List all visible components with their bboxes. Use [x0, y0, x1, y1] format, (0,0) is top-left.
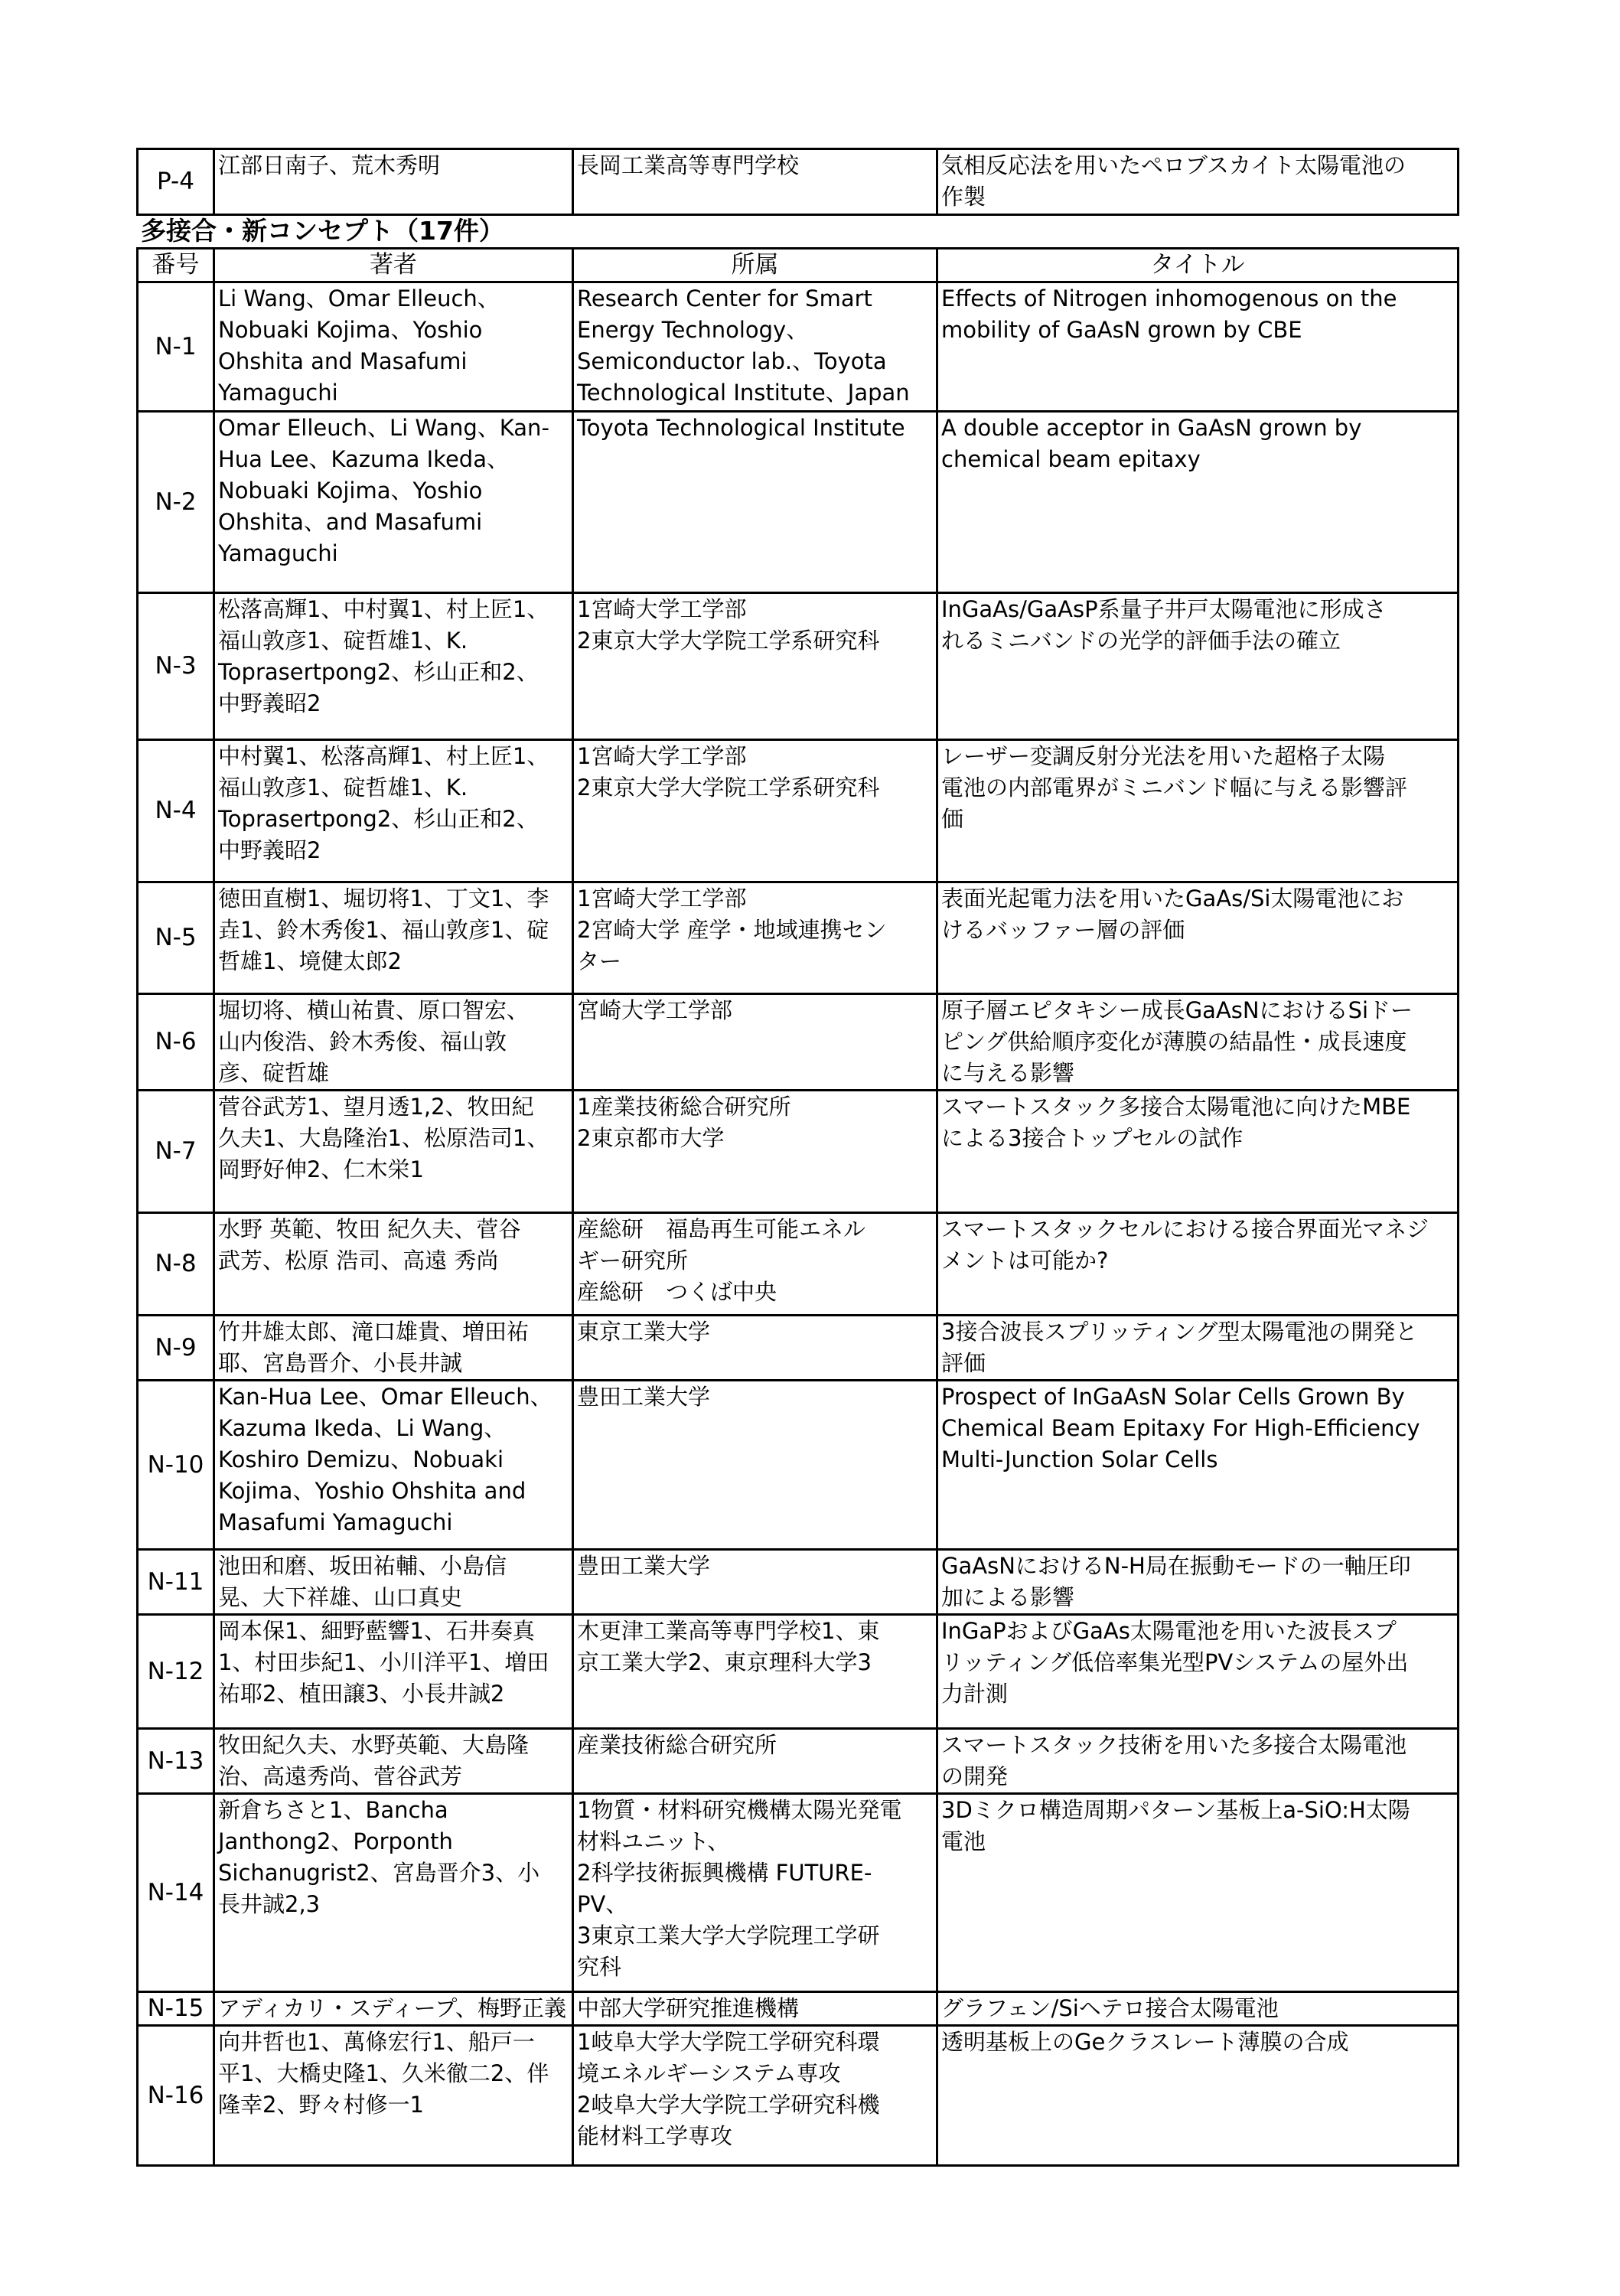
cell-line: 晃、大下祥雄、山口真史	[218, 1584, 463, 1610]
cell-line: InGaPおよびGaAs太陽電池を用いた波長スプ	[941, 1618, 1397, 1644]
cell-line: 評価	[941, 1350, 986, 1376]
cell-line: 透明基板上のGeクラスレート薄膜の合成	[941, 2029, 1349, 2055]
cell-line: 菅谷武芳1、望月透1,2、牧田紀	[218, 1094, 534, 1120]
cell-line: Omar Elleuch、Li Wang、Kan-	[218, 415, 549, 441]
cell-line: Semiconductor lab.、Toyota	[577, 348, 887, 374]
cell-line: chemical beam epitaxy	[941, 446, 1201, 472]
table-row	[138, 1992, 1459, 2026]
cell-line: 2東京大学大学院工学系研究科	[577, 775, 880, 801]
paper-number: N-8	[138, 1213, 214, 1316]
cell-line: 3接合波長スプリッティング型太陽電池の開発と	[941, 1319, 1418, 1345]
title-cell	[937, 593, 1459, 740]
cell-line: Research Center for Smart	[577, 285, 872, 311]
title-cell	[937, 1992, 1459, 2026]
cell-line: 価	[941, 806, 964, 832]
authors-cell	[214, 2026, 573, 2166]
title-cell	[937, 882, 1459, 994]
affiliation-cell	[573, 2026, 937, 2166]
cell-line: 隆幸2、野々村修一1	[218, 2092, 424, 2118]
paper-number: N-16	[138, 2026, 214, 2166]
authors-cell	[214, 882, 573, 994]
table-row	[138, 1316, 1459, 1381]
paper-number: N-4	[138, 740, 214, 882]
cell-line: 池田和磨、坂田祐輔、小島信	[218, 1553, 507, 1579]
cell-line: Energy Technology、	[577, 317, 809, 343]
authors-cell	[214, 740, 573, 882]
title-cell	[937, 412, 1459, 593]
paper-number: P-4	[138, 149, 214, 215]
cell-line: 中部大学研究推進機構	[577, 1995, 800, 2021]
cell-line: 原子層エピタキシー成長GaAsNにおけるSiドー	[941, 997, 1413, 1023]
affiliation-cell	[573, 1316, 937, 1381]
cell-line: Koshiro Demizu、Nobuaki	[218, 1446, 504, 1473]
cell-line: Kojima、Yoshio Ohshita and	[218, 1478, 526, 1504]
authors-cell	[214, 1729, 573, 1794]
cell-line: Kan-Hua Lee、Omar Elleuch、	[218, 1384, 552, 1410]
header-title: タイトル	[937, 249, 1459, 282]
cell-line: 江部日南子、荒木秀明	[218, 152, 441, 178]
cell-line: Yamaguchi	[218, 380, 338, 406]
previous-section-table	[136, 148, 1459, 216]
affiliation-cell	[573, 1992, 937, 2026]
paper-number: N-10	[138, 1381, 214, 1550]
title-cell	[937, 994, 1459, 1091]
cell-line: A double acceptor in GaAsN grown by	[941, 415, 1362, 441]
title-cell	[937, 1213, 1459, 1316]
authors-cell	[214, 1091, 573, 1213]
cell-line: の開発	[941, 1763, 1009, 1789]
cell-line: 京工業大学2、東京理科大学3	[577, 1649, 872, 1675]
authors-cell	[214, 412, 573, 593]
affiliation-cell	[573, 1615, 937, 1729]
cell-line: 岡野好伸2、仁木栄1	[218, 1156, 424, 1182]
cell-line: 2岐阜大学大学院工学研究科機	[577, 2092, 880, 2118]
cell-line: 1宮崎大学工学部	[577, 885, 747, 912]
table-row	[138, 1091, 1459, 1213]
authors-cell	[214, 1213, 573, 1316]
cell-line: InGaAs/GaAsP系量子井戸太陽電池に形成さ	[941, 596, 1387, 622]
cell-line: グラフェン/Siヘテロ接合太陽電池	[941, 1995, 1279, 2021]
affiliation-cell	[573, 740, 937, 882]
authors-cell	[214, 1794, 573, 1992]
cell-line: Multi-Junction Solar Cells	[941, 1446, 1218, 1473]
cell-line: 2東京都市大学	[577, 1125, 725, 1151]
table-row	[138, 412, 1459, 593]
cell-line: ター	[577, 948, 622, 974]
authors-cell	[214, 149, 573, 215]
cell-line: 竹井雄太郎、滝口雄貴、増田祐	[218, 1319, 530, 1345]
table-row	[138, 882, 1459, 994]
cell-line: 作製	[941, 184, 986, 210]
cell-line: 豊田工業大学	[577, 1384, 711, 1410]
cell-line: 東京工業大学	[577, 1319, 711, 1345]
cell-line: Ohshita and Masafumi	[218, 348, 468, 374]
cell-line: Chemical Beam Epitaxy For High-Efficiency	[941, 1415, 1420, 1441]
header-number: 番号	[138, 249, 214, 282]
affiliation-cell	[573, 282, 937, 412]
cell-line: に与える影響	[941, 1060, 1075, 1086]
cell-line: 岡本保1、細野藍響1、石井奏真	[218, 1618, 535, 1644]
cell-line: スマートスタックセルにおける接合界面光マネジ	[941, 1216, 1429, 1242]
affiliation-cell	[573, 593, 937, 740]
cell-line: による3接合トップセルの試作	[941, 1125, 1244, 1151]
title-cell	[937, 282, 1459, 412]
table-row	[138, 2026, 1459, 2166]
cell-line: 1岐阜大学大学院工学研究科環	[577, 2029, 880, 2055]
cell-line: 中野義昭2	[218, 837, 321, 863]
cell-line: 福山敦彦1、碇哲雄1、K.	[218, 628, 468, 654]
title-cell	[937, 1615, 1459, 1729]
paper-number: N-12	[138, 1615, 214, 1729]
cell-line: PV、	[577, 1891, 628, 1917]
paper-number: N-11	[138, 1550, 214, 1615]
table-row	[138, 1550, 1459, 1615]
cell-line: 長岡工業高等専門学校	[577, 152, 800, 178]
table-row	[138, 149, 1459, 215]
cell-line: スマートスタック多接合太陽電池に向けたMBE	[941, 1094, 1411, 1120]
cell-line: 2科学技術振興機構 FUTURE-	[577, 1860, 872, 1886]
affiliation-cell	[573, 1729, 937, 1794]
table-row	[138, 593, 1459, 740]
cell-line: 産総研 つくば中央	[577, 1279, 777, 1305]
cell-line: Masafumi Yamaguchi	[218, 1509, 453, 1535]
authors-cell	[214, 1992, 573, 2026]
authors-cell	[214, 1316, 573, 1381]
title-cell	[937, 1794, 1459, 1992]
affiliation-cell	[573, 1213, 937, 1316]
paper-number: N-3	[138, 593, 214, 740]
authors-cell	[214, 593, 573, 740]
cell-line: Nobuaki Kojima、Yoshio	[218, 317, 483, 343]
cell-line: 表面光起電力法を用いたGaAs/Si太陽電池にお	[941, 885, 1404, 912]
cell-line: Effects of Nitrogen inhomogenous on the	[941, 285, 1397, 311]
authors-cell	[214, 1615, 573, 1729]
title-cell	[937, 1381, 1459, 1550]
cell-line: Kazuma Ikeda、Li Wang、	[218, 1415, 507, 1441]
cell-line: 久夫1、大島隆治1、松原浩司1、	[218, 1125, 549, 1151]
paper-number: N-7	[138, 1091, 214, 1213]
cell-line: 1物質・材料研究機構太陽光発電	[577, 1797, 902, 1823]
authors-cell	[214, 1550, 573, 1615]
paper-number: N-5	[138, 882, 214, 994]
paper-number: N-13	[138, 1729, 214, 1794]
affiliation-cell	[573, 1381, 937, 1550]
affiliation-cell	[573, 1091, 937, 1213]
header-affiliation: 所属	[573, 249, 937, 282]
cell-line: けるバッファー層の評価	[941, 917, 1185, 943]
paper-number: N-14	[138, 1794, 214, 1992]
paper-number: N-15	[138, 1992, 214, 2026]
cell-line: Toprasertpong2、杉山正和2、	[218, 659, 539, 685]
table-row	[138, 282, 1459, 412]
table-row	[138, 1615, 1459, 1729]
cell-line: メントは可能か?	[941, 1247, 1109, 1274]
cell-line: Toprasertpong2、杉山正和2、	[218, 806, 539, 832]
paper-number: N-2	[138, 412, 214, 593]
cell-line: 産業技術総合研究所	[577, 1732, 777, 1758]
cell-line: ピング供給順序変化が薄膜の結晶性・成長速度	[941, 1029, 1407, 1055]
cell-line: Yamaguchi	[218, 540, 338, 566]
papers-table	[136, 247, 1459, 2167]
cell-line: 電池の内部電界がミニバンド幅に与える影響評	[941, 775, 1408, 801]
cell-line: スマートスタック技術を用いた多接合太陽電池	[941, 1732, 1407, 1758]
affiliation-cell	[573, 412, 937, 593]
cell-line: 加による影響	[941, 1584, 1075, 1610]
cell-line: Prospect of InGaAsN Solar Cells Grown By	[941, 1384, 1405, 1410]
cell-line: 電池	[941, 1828, 986, 1854]
cell-line: 向井哲也1、萬條宏行1、船戸一	[218, 2029, 535, 2055]
cell-line: 能材料工学専攻	[577, 2123, 733, 2149]
table-row	[138, 1794, 1459, 1992]
cell-line: 祐耶2、植田譲3、小長井誠2	[218, 1681, 505, 1707]
table-header-row	[138, 249, 1459, 282]
cell-line: アディカリ・スディープ、梅野正義	[218, 1995, 567, 2021]
title-cell	[937, 1729, 1459, 1794]
cell-line: れるミニバンドの光学的評価手法の確立	[941, 628, 1341, 654]
cell-line: 山内俊浩、鈴木秀俊、福山敦	[218, 1029, 507, 1055]
paper-number: N-6	[138, 994, 214, 1091]
cell-line: GaAsNにおけるN-H局在振動モードの一軸圧印	[941, 1553, 1411, 1579]
cell-line: Hua Lee、Kazuma Ikeda、	[218, 446, 509, 472]
cell-line: 気相反応法を用いたペロブスカイト太陽電池の	[941, 152, 1406, 178]
cell-line: 垚1、鈴木秀俊1、福山敦彦1、碇	[218, 917, 549, 943]
title-cell	[937, 740, 1459, 882]
cell-line: 徳田直樹1、堀切将1、丁文1、李	[218, 885, 549, 912]
cell-line: 堀切将、横山祐貴、原口智宏、	[218, 997, 530, 1023]
cell-line: 水野 英範、牧田 紀久夫、菅谷	[218, 1216, 521, 1242]
cell-line: 長井誠2,3	[218, 1891, 321, 1917]
affiliation-cell	[573, 1794, 937, 1992]
cell-line: Toyota Technological Institute	[577, 415, 905, 441]
cell-line: 3東京工業大学大学院理工学研	[577, 1923, 880, 1949]
authors-cell	[214, 282, 573, 412]
affiliation-cell	[573, 994, 937, 1091]
paper-number: N-1	[138, 282, 214, 412]
cell-line: 豊田工業大学	[577, 1553, 711, 1579]
title-cell	[937, 1316, 1459, 1381]
table-row	[138, 740, 1459, 882]
cell-line: Li Wang、Omar Elleuch、	[218, 285, 500, 311]
paper-number: N-9	[138, 1316, 214, 1381]
table-row	[138, 1381, 1459, 1550]
cell-line: レーザー変調反射分光法を用いた超格子太陽	[941, 743, 1386, 769]
authors-cell	[214, 1381, 573, 1550]
cell-line: 材料ユニット、	[577, 1828, 730, 1854]
cell-line: 1宮崎大学工学部	[577, 743, 747, 769]
cell-line: 宮崎大学工学部	[577, 997, 733, 1023]
authors-cell	[214, 994, 573, 1091]
cell-line: リッティング低倍率集光型PVシステムの屋外出	[941, 1649, 1409, 1675]
cell-line: 平1、大橋史隆1、久米徹二2、伴	[218, 2060, 549, 2086]
cell-line: 牧田紀久夫、水野英範、大島隆	[218, 1732, 530, 1758]
cell-line: 1、村田歩紀1、小川洋平1、増田	[218, 1649, 549, 1675]
cell-line: 境エネルギーシステム専攻	[577, 2060, 841, 2086]
cell-line: 1宮崎大学工学部	[577, 596, 747, 622]
table-row	[138, 1213, 1459, 1316]
cell-line: 究科	[577, 1954, 622, 1980]
header-authors: 著者	[214, 249, 573, 282]
section-title: 多接合・新コンセプト（17件）	[141, 216, 504, 246]
cell-line: 治、高遠秀尚、菅谷武芳	[218, 1763, 463, 1789]
cell-line: ギー研究所	[577, 1247, 689, 1274]
title-cell	[937, 1091, 1459, 1213]
cell-line: 新倉ちさと1、Bancha	[218, 1797, 448, 1823]
cell-line: Janthong2、Porponth	[218, 1828, 453, 1854]
cell-line: 2宮崎大学 産学・地域連携セン	[577, 917, 887, 943]
cell-line: Sichanugrist2、宮島晋介3、小	[218, 1860, 540, 1886]
cell-line: 1産業技術総合研究所	[577, 1094, 791, 1120]
cell-line: 3Dミクロ構造周期パターン基板上a-SiO:H太陽	[941, 1797, 1410, 1823]
cell-line: Ohshita、and Masafumi	[218, 509, 483, 535]
cell-line: 耶、宮島晋介、小長井誠	[218, 1350, 463, 1376]
table-row	[138, 1729, 1459, 1794]
affiliation-cell	[573, 1550, 937, 1615]
cell-line: Technological Institute、Japan	[577, 380, 910, 406]
cell-line: 産総研 福島再生可能エネル	[577, 1216, 866, 1242]
cell-line: 彦、碇哲雄	[218, 1060, 330, 1086]
cell-line: 哲雄1、境健太郎2	[218, 948, 402, 974]
cell-line: 木更津工業高等専門学校1、東	[577, 1618, 880, 1644]
title-cell	[937, 2026, 1459, 2166]
cell-line: 中野義昭2	[218, 690, 321, 716]
title-cell	[937, 1550, 1459, 1615]
affiliation-cell	[573, 882, 937, 994]
affiliation-cell	[573, 149, 937, 215]
cell-line: 松落高輝1、中村翼1、村上匠1、	[218, 596, 549, 622]
cell-line: 武芳、松原 浩司、高遠 秀尚	[218, 1247, 499, 1274]
cell-line: 2東京大学大学院工学系研究科	[577, 628, 880, 654]
cell-line: 福山敦彦1、碇哲雄1、K.	[218, 775, 468, 801]
cell-line: Nobuaki Kojima、Yoshio	[218, 478, 483, 504]
cell-line: 力計測	[941, 1681, 1009, 1707]
title-cell	[937, 149, 1459, 215]
cell-line: 中村翼1、松落高輝1、村上匠1、	[218, 743, 549, 769]
table-row	[138, 994, 1459, 1091]
cell-line: mobility of GaAsN grown by CBE	[941, 317, 1302, 343]
